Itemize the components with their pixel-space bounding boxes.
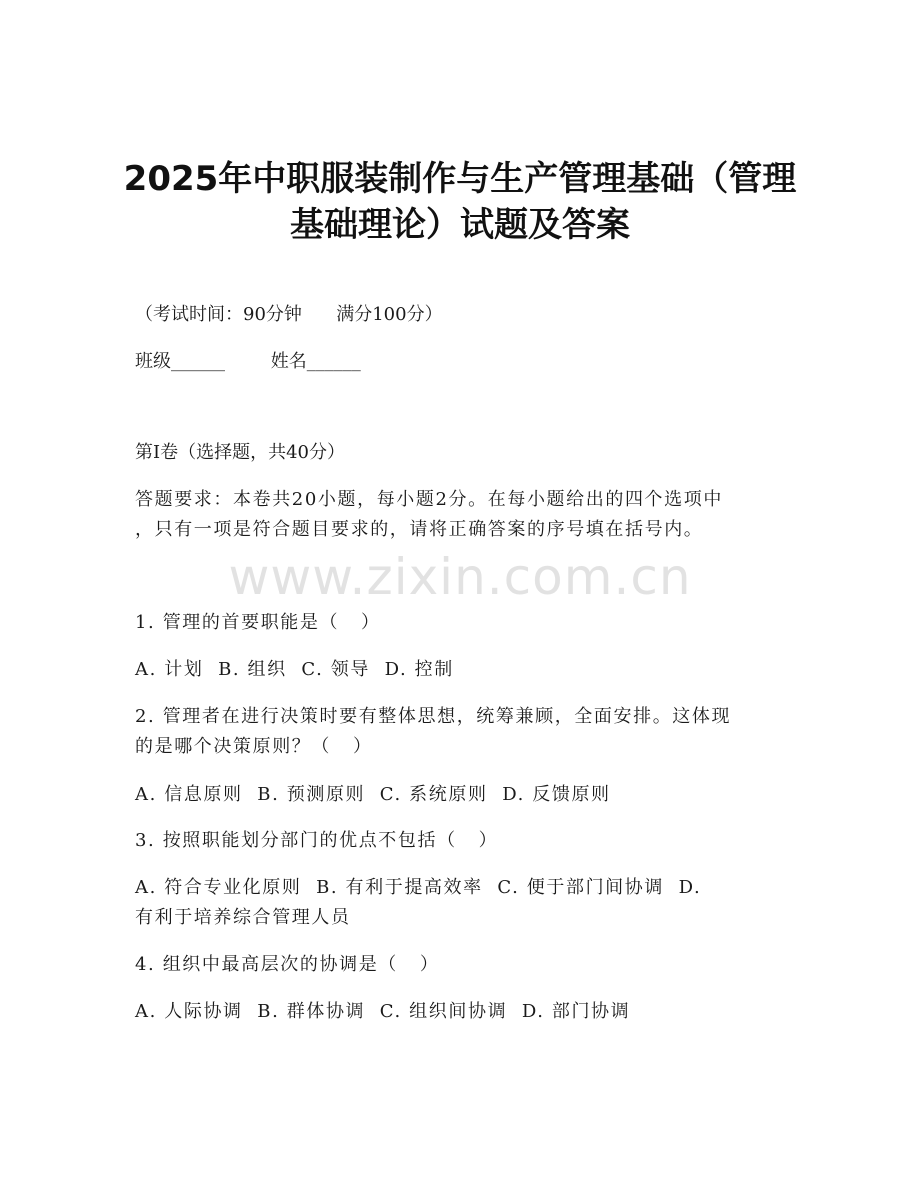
question-2: 2. 管理者在进行决策时要有整体思想，统筹兼顾，全面安排。这体现 <box>135 706 732 727</box>
question-3-options: A. 符合专业化原则 B. 有利于提高效率 C. 便于部门间协调 D. <box>135 877 702 898</box>
instructions-line-2: ，只有一项是符合题目要求的，请将正确答案的序号填在括号内。 <box>135 519 704 540</box>
section-title: 第I卷（选择题，共40分） <box>135 442 346 463</box>
question-1: 1. 管理的首要职能是（ ） <box>135 612 381 633</box>
document-title <box>60 156 860 248</box>
question-4: 4. 组织中最高层次的协调是（ ） <box>135 954 440 975</box>
watermark: www.zixin.com.cn <box>228 548 692 606</box>
class-name-fields: 班级______ 姓名______ <box>135 351 361 372</box>
exam-info: （考试时间：90分钟 满分100分） <box>135 304 443 325</box>
instructions-line-1: 答题要求：本卷共20小题，每小题2分。在每小题给出的四个选项中 <box>135 489 723 510</box>
question-3: 3. 按照职能划分部门的优点不包括（ ） <box>135 830 499 851</box>
title-line-2: 基础理论）试题及答案 <box>290 205 630 245</box>
question-2-continued: 的是哪个决策原则？（ ） <box>135 736 373 757</box>
question-3-options-continued: 有利于培养综合管理人员 <box>135 907 351 928</box>
title-line-1: 2025年中职服装制作与生产管理基础（管理 <box>123 159 797 199</box>
question-4-options: A. 人际协调 B. 群体协调 C. 组织间协调 D. 部门协调 <box>135 1001 631 1022</box>
question-2-options: A. 信息原则 B. 预测原则 C. 系统原则 D. 反馈原则 <box>135 784 611 805</box>
question-1-options: A. 计划 B. 组织 C. 领导 D. 控制 <box>135 659 454 680</box>
